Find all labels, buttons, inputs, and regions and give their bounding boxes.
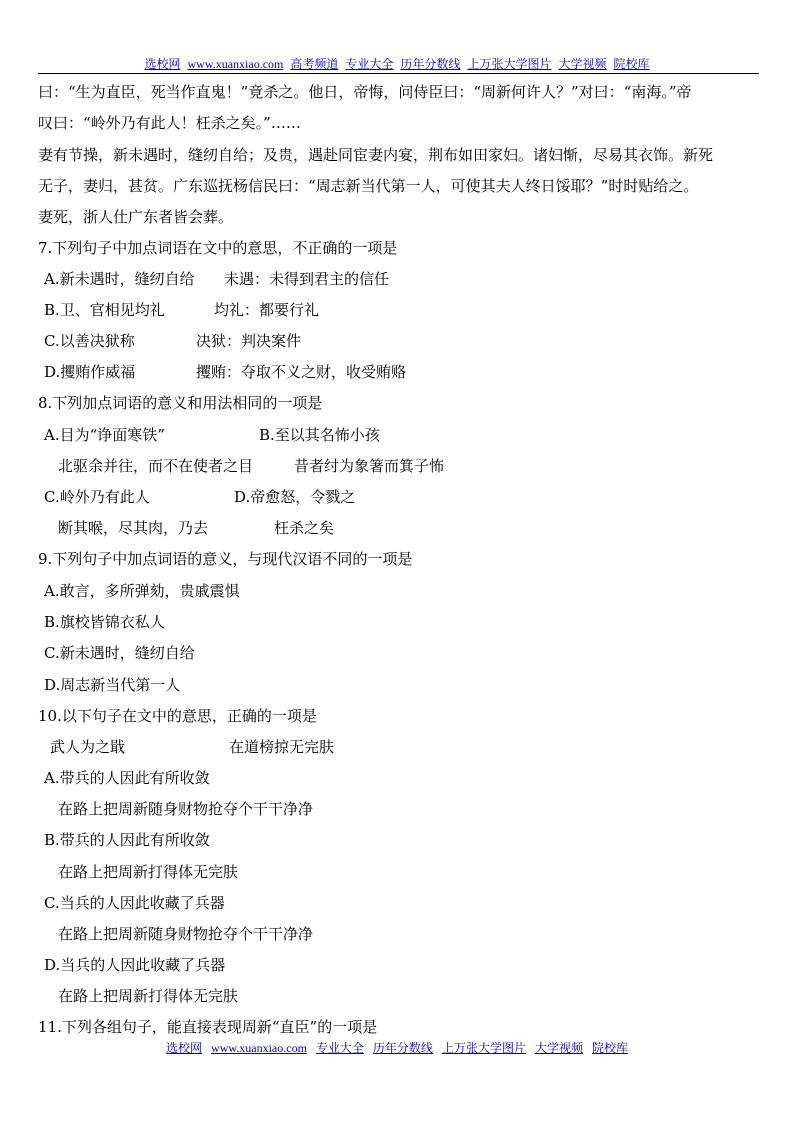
q10-option-c[interactable]: C.当兵的人因此收藏了兵器 bbox=[44, 894, 225, 912]
q8-option-row-ab2 bbox=[58, 456, 445, 476]
q8-c-second-sentence: 断其喉，尽其肉，乃去 bbox=[58, 519, 209, 537]
q10-sentence-2: 在道榜掠无完肤 bbox=[229, 738, 335, 756]
q10-stem: 10.以下句子在文中的意思，正确的一项是 bbox=[38, 707, 317, 725]
q10-option-a[interactable]: A.带兵的人因此有所收敛 bbox=[44, 769, 210, 787]
passage-line-1: 曰：“生为直臣，死当作直鬼！”竟杀之。他日，帝悔，问侍臣曰：“周新何许人？”对曰：“南海。”帝 bbox=[38, 83, 692, 101]
q10-quoted-sentences bbox=[50, 737, 335, 757]
footer-link-colleges[interactable]: 院校库 bbox=[591, 1041, 628, 1055]
q7-option-d[interactable] bbox=[44, 362, 407, 382]
q9-option-d[interactable]: D.周志新当代第一人 bbox=[44, 676, 181, 694]
q10-option-b-second: 在路上把周新打得体无完肤 bbox=[58, 863, 239, 881]
header-link-majors[interactable]: 专业大全 bbox=[345, 57, 394, 71]
page-header bbox=[0, 56, 794, 72]
passage-line-5: 妻死，浙人仕广东者皆会葬。 bbox=[38, 208, 234, 226]
q8-b-second-sentence: 昔者纣为象箸而箕子怖 bbox=[294, 457, 445, 475]
q7-stem: 7.下列句子中加点词语在文中的意思，不正确的一项是 bbox=[38, 239, 398, 257]
q7-d-sentence: D.攫贿作威福 bbox=[44, 363, 136, 381]
q8-option-c[interactable]: C.岭外乃有此人 bbox=[44, 488, 150, 506]
header-divider bbox=[38, 73, 759, 74]
q10-option-c-second: 在路上把周新随身财物抢夺个干干净净 bbox=[58, 925, 314, 943]
header-link-photos[interactable]: 上万张大学图片 bbox=[467, 57, 552, 71]
header-link-site-url[interactable]: www.xuanxiao.com bbox=[187, 57, 284, 71]
q10-option-d-second: 在路上把周新打得体无完肤 bbox=[58, 987, 239, 1005]
q8-option-d[interactable]: D.帝愈怒，令戮之 bbox=[234, 488, 356, 506]
footer-link-videos[interactable]: 大学视频 bbox=[534, 1041, 583, 1055]
q9-stem: 9.下列句子中加点词语的意义，与现代汉语不同的一项是 bbox=[38, 550, 413, 568]
q11-stem: 11.下列各组句子，能直接表现周新“直臣”的一项是 bbox=[38, 1018, 378, 1036]
q8-option-a[interactable]: A.目为“诤面寒铁” bbox=[44, 426, 165, 444]
footer-link-majors[interactable]: 专业大全 bbox=[315, 1041, 364, 1055]
q7-b-sentence: B.卫、官相见均礼 bbox=[44, 301, 165, 319]
passage-line-4: 无子，妻归，甚贫。广东巡抚杨信民曰：“周志新当代第一人，可使其夫人终日馁耶？”时时贴给之。 bbox=[38, 177, 699, 195]
page-footer bbox=[0, 1040, 794, 1056]
header-link-videos[interactable]: 大学视频 bbox=[558, 57, 607, 71]
q7-d-gloss: 攫贿：夺取不义之财，收受贿赂 bbox=[196, 363, 407, 381]
q7-option-b[interactable] bbox=[44, 300, 320, 320]
q8-stem: 8.下列加点词语的意义和用法相同的一项是 bbox=[38, 394, 323, 412]
header-link-gaokao[interactable]: 高考频道 bbox=[290, 57, 339, 71]
q8-option-b[interactable]: B.至以其名怖小孩 bbox=[259, 426, 380, 444]
header-link-xuanxiao[interactable]: 选校网 bbox=[144, 57, 181, 71]
q10-option-b[interactable]: B.带兵的人因此有所收敛 bbox=[44, 831, 210, 849]
footer-link-site-url[interactable]: www.xuanxiao.com bbox=[211, 1041, 307, 1055]
q8-option-row-ab1 bbox=[44, 425, 380, 445]
footer-link-photos[interactable]: 上万张大学图片 bbox=[441, 1041, 526, 1055]
q7-a-sentence: A.新未遇时，缝纫自给 bbox=[44, 270, 195, 288]
q7-b-gloss: 均礼：都要行礼 bbox=[214, 301, 320, 319]
q9-option-c[interactable]: C.新未遇时，缝纫自给 bbox=[44, 644, 195, 662]
q8-option-row-cd1 bbox=[44, 487, 356, 507]
q10-option-d[interactable]: D.当兵的人因此收藏了兵器 bbox=[44, 956, 226, 974]
q8-a-second-sentence: 北驱余并往，而不在使者之目 bbox=[58, 457, 254, 475]
q10-sentence-1: 武人为之戢 bbox=[50, 738, 126, 756]
q8-option-row-cd2 bbox=[58, 518, 335, 538]
q9-option-a[interactable]: A.敢言，多所弹劾，贵戚震惧 bbox=[44, 582, 240, 600]
footer-link-scores[interactable]: 历年分数线 bbox=[372, 1041, 433, 1055]
q9-option-b[interactable]: B.旗校皆锦衣私人 bbox=[44, 613, 165, 631]
passage-line-3: 妻有节操，新未遇时，缝纫自给；及贵，遇赴同宦妻内宴，荆布如田家妇。诸妇惭，尽易其衣饰。新死 bbox=[38, 146, 714, 164]
q7-option-a[interactable] bbox=[44, 269, 390, 289]
passage-line-2: 叹曰：“岭外乃有此人！枉杀之矣。”…… bbox=[38, 114, 301, 132]
header-link-scores[interactable]: 历年分数线 bbox=[400, 57, 461, 71]
q7-a-gloss: 未遇：未得到君主的信任 bbox=[224, 270, 390, 288]
q7-c-gloss: 决狱：判决案件 bbox=[196, 332, 302, 350]
header-link-colleges[interactable]: 院校库 bbox=[613, 57, 650, 71]
q8-d-second-sentence: 枉杀之矣 bbox=[274, 519, 335, 537]
q10-option-a-second: 在路上把周新随身财物抢夺个干干净净 bbox=[58, 800, 314, 818]
q7-option-c[interactable] bbox=[44, 331, 302, 351]
q7-c-sentence: C.以善决狱称 bbox=[44, 332, 135, 350]
footer-link-xuanxiao[interactable]: 选校网 bbox=[166, 1041, 203, 1055]
